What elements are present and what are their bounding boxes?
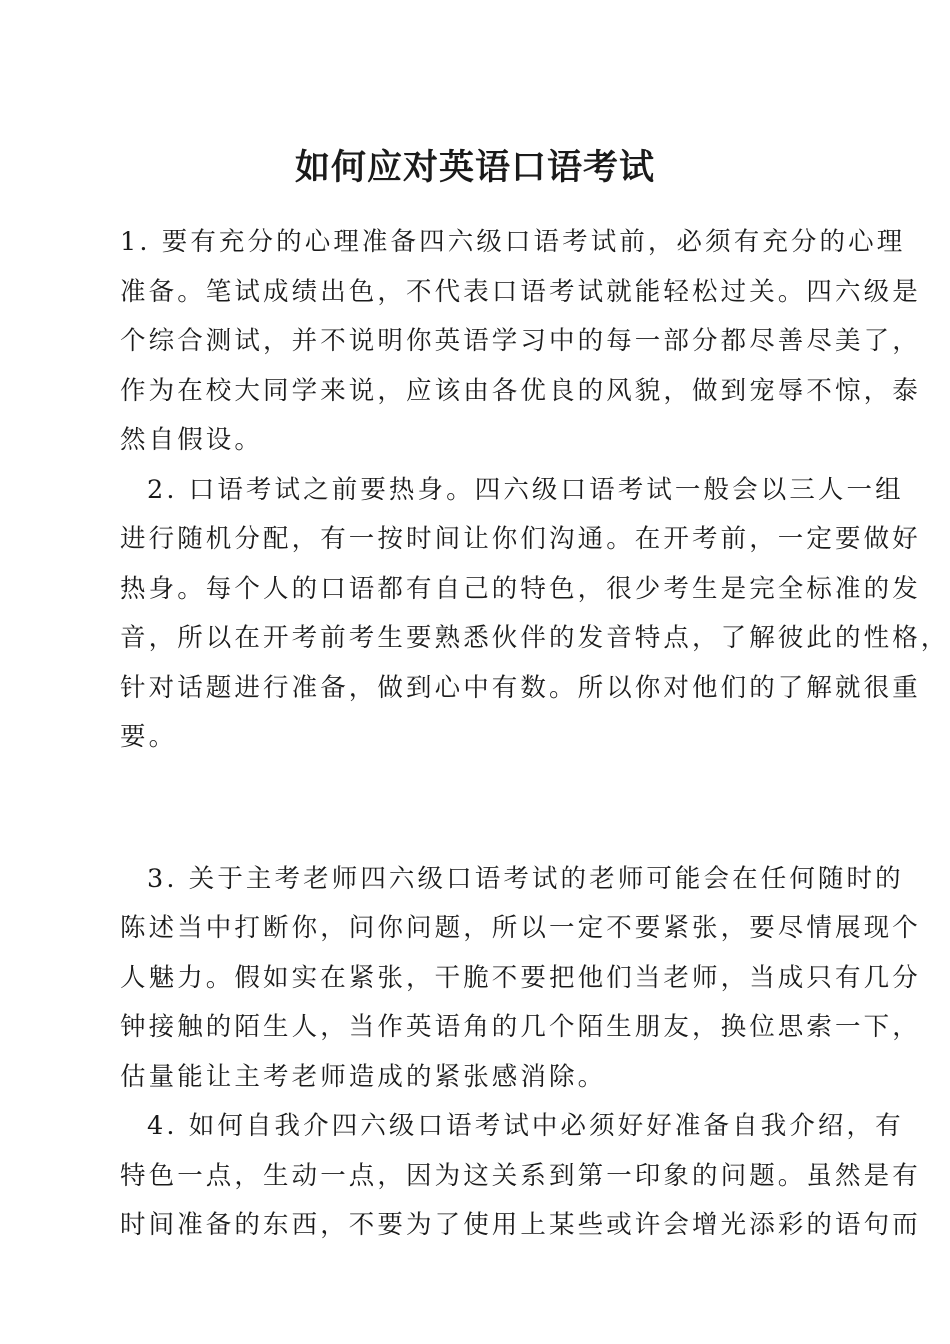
paragraph-line: 要。 <box>120 722 178 752</box>
paragraph-line: 音，所以在开考前考生要熟悉伙伴的发音特点，了解彼此的性格， <box>120 623 950 653</box>
paragraph-line: 进行随机分配，有一按时间让你们沟通。在开考前，一定要做好 <box>120 524 921 554</box>
paragraph-line: 时间准备的东西，不要为了使用上某些或许会增光添彩的语句而 <box>120 1210 921 1240</box>
paragraph-line: 然自假设。 <box>120 425 264 455</box>
paragraph-line: 人魅力。假如实在紧张，干脆不要把他们当老师，当成只有几分 <box>120 962 921 993</box>
paragraph-line: 2. 口语考试之前要热身。四六级口语考试一般会以三人一组 <box>147 474 904 505</box>
document-body <box>120 218 950 1251</box>
paragraph-1 <box>120 218 921 466</box>
paragraph-line: 准备。笔试成绩出色，不代表口语考试就能轻松过关。四六级是 <box>120 276 921 307</box>
document-title: 如何应对英语口语考试 <box>294 147 655 188</box>
paragraph-line: 陈述当中打断你，问你问题，所以一定不要紧张，要尽情展现个 <box>120 913 921 943</box>
paragraph-line: 3. 关于主考老师四六级口语考试的老师可能会在任何随时的 <box>147 863 904 894</box>
paragraph-line: 4. 如何自我介四六级口语考试中必须好好准备自我介绍，有 <box>147 1111 904 1141</box>
paragraph-line: 特色一点，生动一点，因为这关系到第一印象的问题。虽然是有 <box>120 1160 921 1191</box>
paragraph-line: 热身。每个人的口语都有自己的特色，很少考生是完全标准的发 <box>120 573 921 604</box>
paragraph-line: 针对话题进行准备，做到心中有数。所以你对他们的了解就很重 <box>120 672 921 703</box>
paragraph-spacer <box>120 763 855 855</box>
paragraph-line: 估量能让主考老师造成的紧张感消除。 <box>120 1061 607 1092</box>
paragraph-line: 作为在校大同学来说，应该由各优良的风貌，做到宠辱不惊，泰 <box>120 375 921 406</box>
paragraph-line: 1. 要有充分的心理准备四六级口语考试前，必须有充分的心理 <box>120 227 906 257</box>
paragraph-2 <box>120 466 950 763</box>
paragraph-line: 个综合测试，并不说明你英语学习中的每一部分都尽善尽美了， <box>120 326 921 356</box>
paragraph-4 <box>120 1102 921 1251</box>
paragraph-3 <box>120 855 921 1103</box>
paragraph-line: 钟接触的陌生人，当作英语角的几个陌生朋友，换位思索一下， <box>120 1012 921 1042</box>
